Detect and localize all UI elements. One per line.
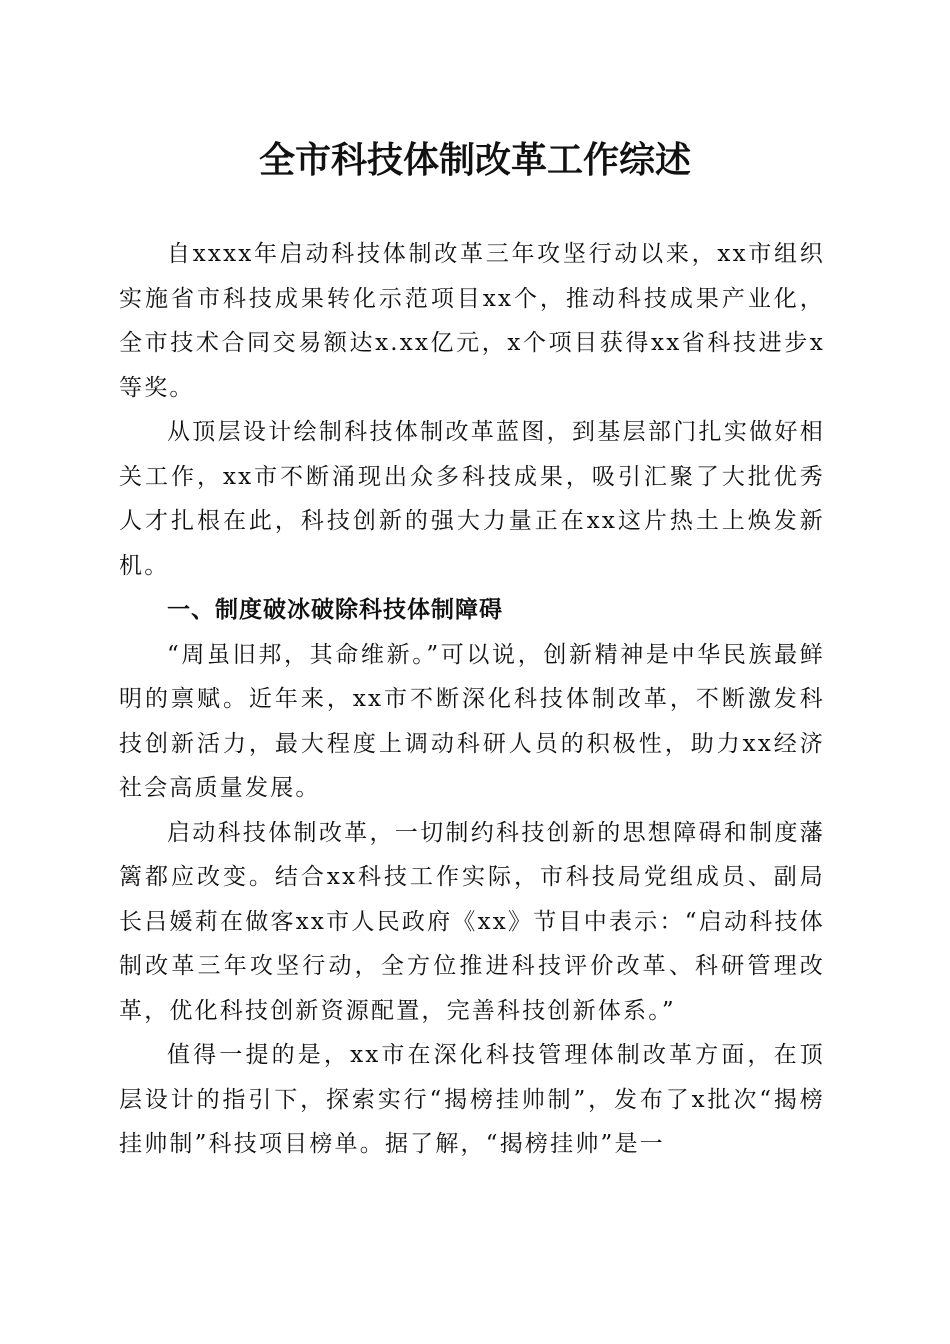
intro-paragraph-2: 从顶层设计绘制科技体制改革蓝图，到基层部门扎实做好相关工作，xx市不断涌现出众多科技成果，吸引汇聚了大批优秀人才扎根在此，科技创新的强大力量正在xx这片热土上焕发新机。	[119, 419, 825, 579]
section1-paragraph-3: 值得一提的是，xx市在深化科技管理体制改革方面，在顶层设计的指引下，探索实行“揭榜挂帅制”，发布了x批次“揭榜挂帅制”科技项目榜单。据了解，“揭榜挂帅”是一	[119, 1042, 825, 1157]
intro-paragraph-1: 自xxxx年启动科技体制改革三年攻坚行动以来，xx市组织实施省市科技成果转化示范项目xx个，推动科技成果产业化，全市技术合同交易额达x.xx亿元，x个项目获得xx省科技进步x等奖。	[119, 241, 825, 401]
section-heading-1: 一、制度破冰破除科技体制障碍	[167, 597, 503, 623]
document-body	[119, 232, 825, 1167]
section1-paragraph-1: “周虽旧邦，其命维新。”可以说，创新精神是中华民族最鲜明的禀赋。近年来，xx市不断深化科技体制改革，不断激发科技创新活力，最大程度上调动科研人员的积极性，助力xx经济社会高质量发展。	[119, 641, 825, 801]
section1-paragraph-2: 启动科技体制改革，一切制约科技创新的思想障碍和制度藩篱都应改变。结合xx科技工作实际，市科技局党组成员、副局长吕媛莉在做客xx市人民政府《xx》节目中表示：“启动科技体制改革三年攻坚行动，全方位推进科技评价改革、科研管理改革，优化科技创新资源配置，完善科技创新体系。”	[119, 819, 825, 1024]
document-title: 全市科技体制改革工作综述	[258, 139, 691, 181]
